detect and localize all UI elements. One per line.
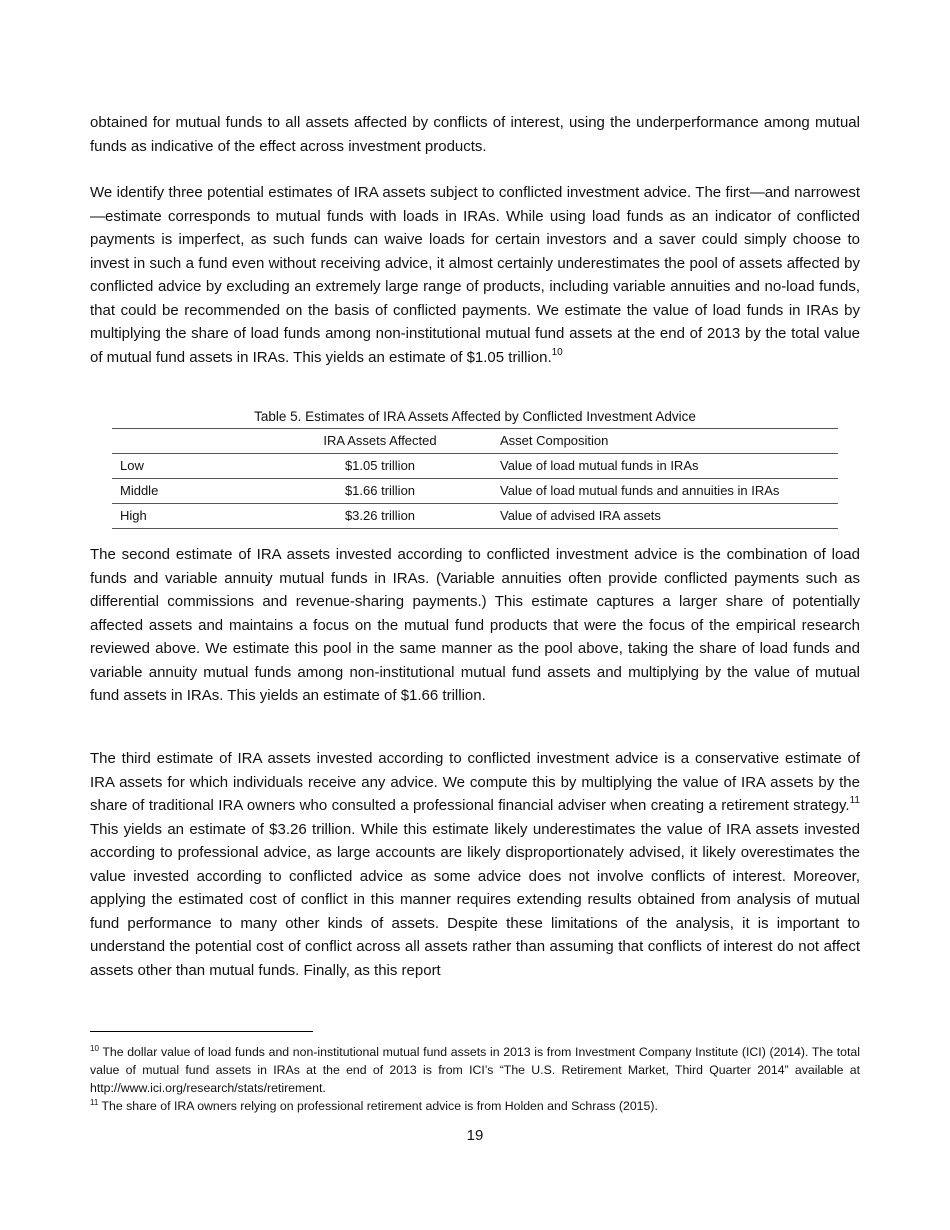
- table-cell: High: [120, 507, 147, 523]
- table-cell: $3.26 trillion: [344, 507, 416, 523]
- header-cell: [112, 429, 270, 454]
- footnote-number: 11: [90, 1098, 99, 1107]
- page-number: 19: [466, 1127, 484, 1144]
- paragraph-text: The third estimate of IRA assets invested according to conflicted investment advice is a conservative estimate of IRA assets for which individuals receive any advice. We compute this by multiplying the value of IRA assets by the share of traditional IRA owners who consulted a professional financial adviser when creating a retirement strategy.: [90, 750, 860, 814]
- estimates-table: [112, 428, 838, 529]
- table-cell: Value of advised IRA assets: [500, 507, 661, 523]
- footnote-ref: 10: [551, 346, 563, 358]
- table-cell: $1.66 trillion: [344, 482, 416, 498]
- paragraph-text: This yields an estimate of $3.26 trillion. While this estimate likely underestimates the value of IRA assets invested according to professional advice, as large accounts are likely disproportionately advised, it likely overestimates the value invested according to conflicted advice as some advice does not involve conflicts of interest. Moreover, applying the estimated cost of conflict in this manner requires extending results obtained from analysis of mutual fund performance to many other kinds of assets. Despite these limitations of the analysis, it is important to understand the potential cost of conflict across all assets rather than assuming that conflicts of interest do not affect assets other than mutual funds. Finally, as this report: [90, 820, 860, 979]
- table-row: [112, 454, 838, 479]
- table-row: [112, 479, 838, 504]
- paragraph-text: We identify three potential estimates of IRA assets subject to conflicted investment advice. The first—and narrowest—estimate corresponds to mutual funds with loads in IRAs. While using load funds as an indicator of conflicted payments is imperfect, as such funds can waive loads for certain investors and a saver could simply choose to invest in such a fund even without receiving advice, it almost certainly underestimates the pool of assets affected by conflicted advice by excluding an extremely large range of products, including variable annuities and no-load funds, that could be recommended on the basis of conflicted payments. We estimate the value of load funds in IRAs by multiplying the share of load funds among non-institutional mutual fund assets at the end of 2013 by the total value of mutual fund assets in IRAs. This yields an estimate of $1.05 trillion.: [90, 184, 860, 366]
- paragraph-text: obtained for mutual funds to all assets affected by conflicts of interest, using the underperformance among mutual funds as indicative of the effect across investment products.: [90, 114, 860, 155]
- table-cell: Value of load mutual funds and annuities in IRAs: [500, 482, 780, 498]
- paragraph: [90, 111, 860, 158]
- table-caption: Table 5. Estimates of IRA Assets Affected by Conflicted Investment Advice: [254, 409, 696, 424]
- paragraph: [90, 543, 860, 708]
- footnote-text: The share of IRA owners relying on professional retirement advice is from Holden and Schrass (2015).: [98, 1099, 658, 1113]
- table-cell: $1.05 trillion: [344, 457, 416, 473]
- header-cell: Asset Composition: [500, 432, 609, 448]
- table-cell: Value of load mutual funds in IRAs: [500, 457, 699, 473]
- table-cell: Low: [120, 457, 144, 473]
- footnote-ref: 11: [849, 795, 860, 806]
- header-cell: IRA Assets Affected: [323, 432, 437, 448]
- paragraph: [90, 181, 860, 369]
- footnote: [90, 1043, 860, 1097]
- table-row: [112, 504, 838, 529]
- footnote-text: The dollar value of load funds and non-institutional mutual fund assets in 2013 is from Investment Company Institute (ICI) (2014). The total value of mutual fund assets in IRAs at the end of 2013 is from ICI’s “The U.S. Retirement Market, Third Quarter 2014” available at http://www.ici.org/research/stats/retirement.: [90, 1045, 860, 1095]
- footnotes: [90, 1043, 860, 1115]
- table-header-row: [112, 429, 838, 454]
- footnote: [90, 1097, 860, 1115]
- table-cell: Middle: [120, 482, 159, 498]
- footnote-number: 10: [90, 1044, 99, 1053]
- footnote-separator: [90, 1031, 313, 1032]
- paragraph-text: The second estimate of IRA assets invested according to conflicted investment advice is the combination of load funds and variable annuity mutual funds in IRAs. (Variable annuities often provide conflicted payments such as differential commissions and revenue-sharing payments.) This estimate captures a larger share of potentially affected assets and maintains a focus on the mutual fund products that were the focus of the empirical research reviewed above. We estimate this pool in the same manner as the pool above, taking the share of load funds and variable annuity mutual funds among non-institutional mutual fund assets and multiplying by the value of mutual fund assets in IRAs. This yields an estimate of $1.66 trillion.: [90, 546, 860, 704]
- paragraph: [90, 747, 860, 982]
